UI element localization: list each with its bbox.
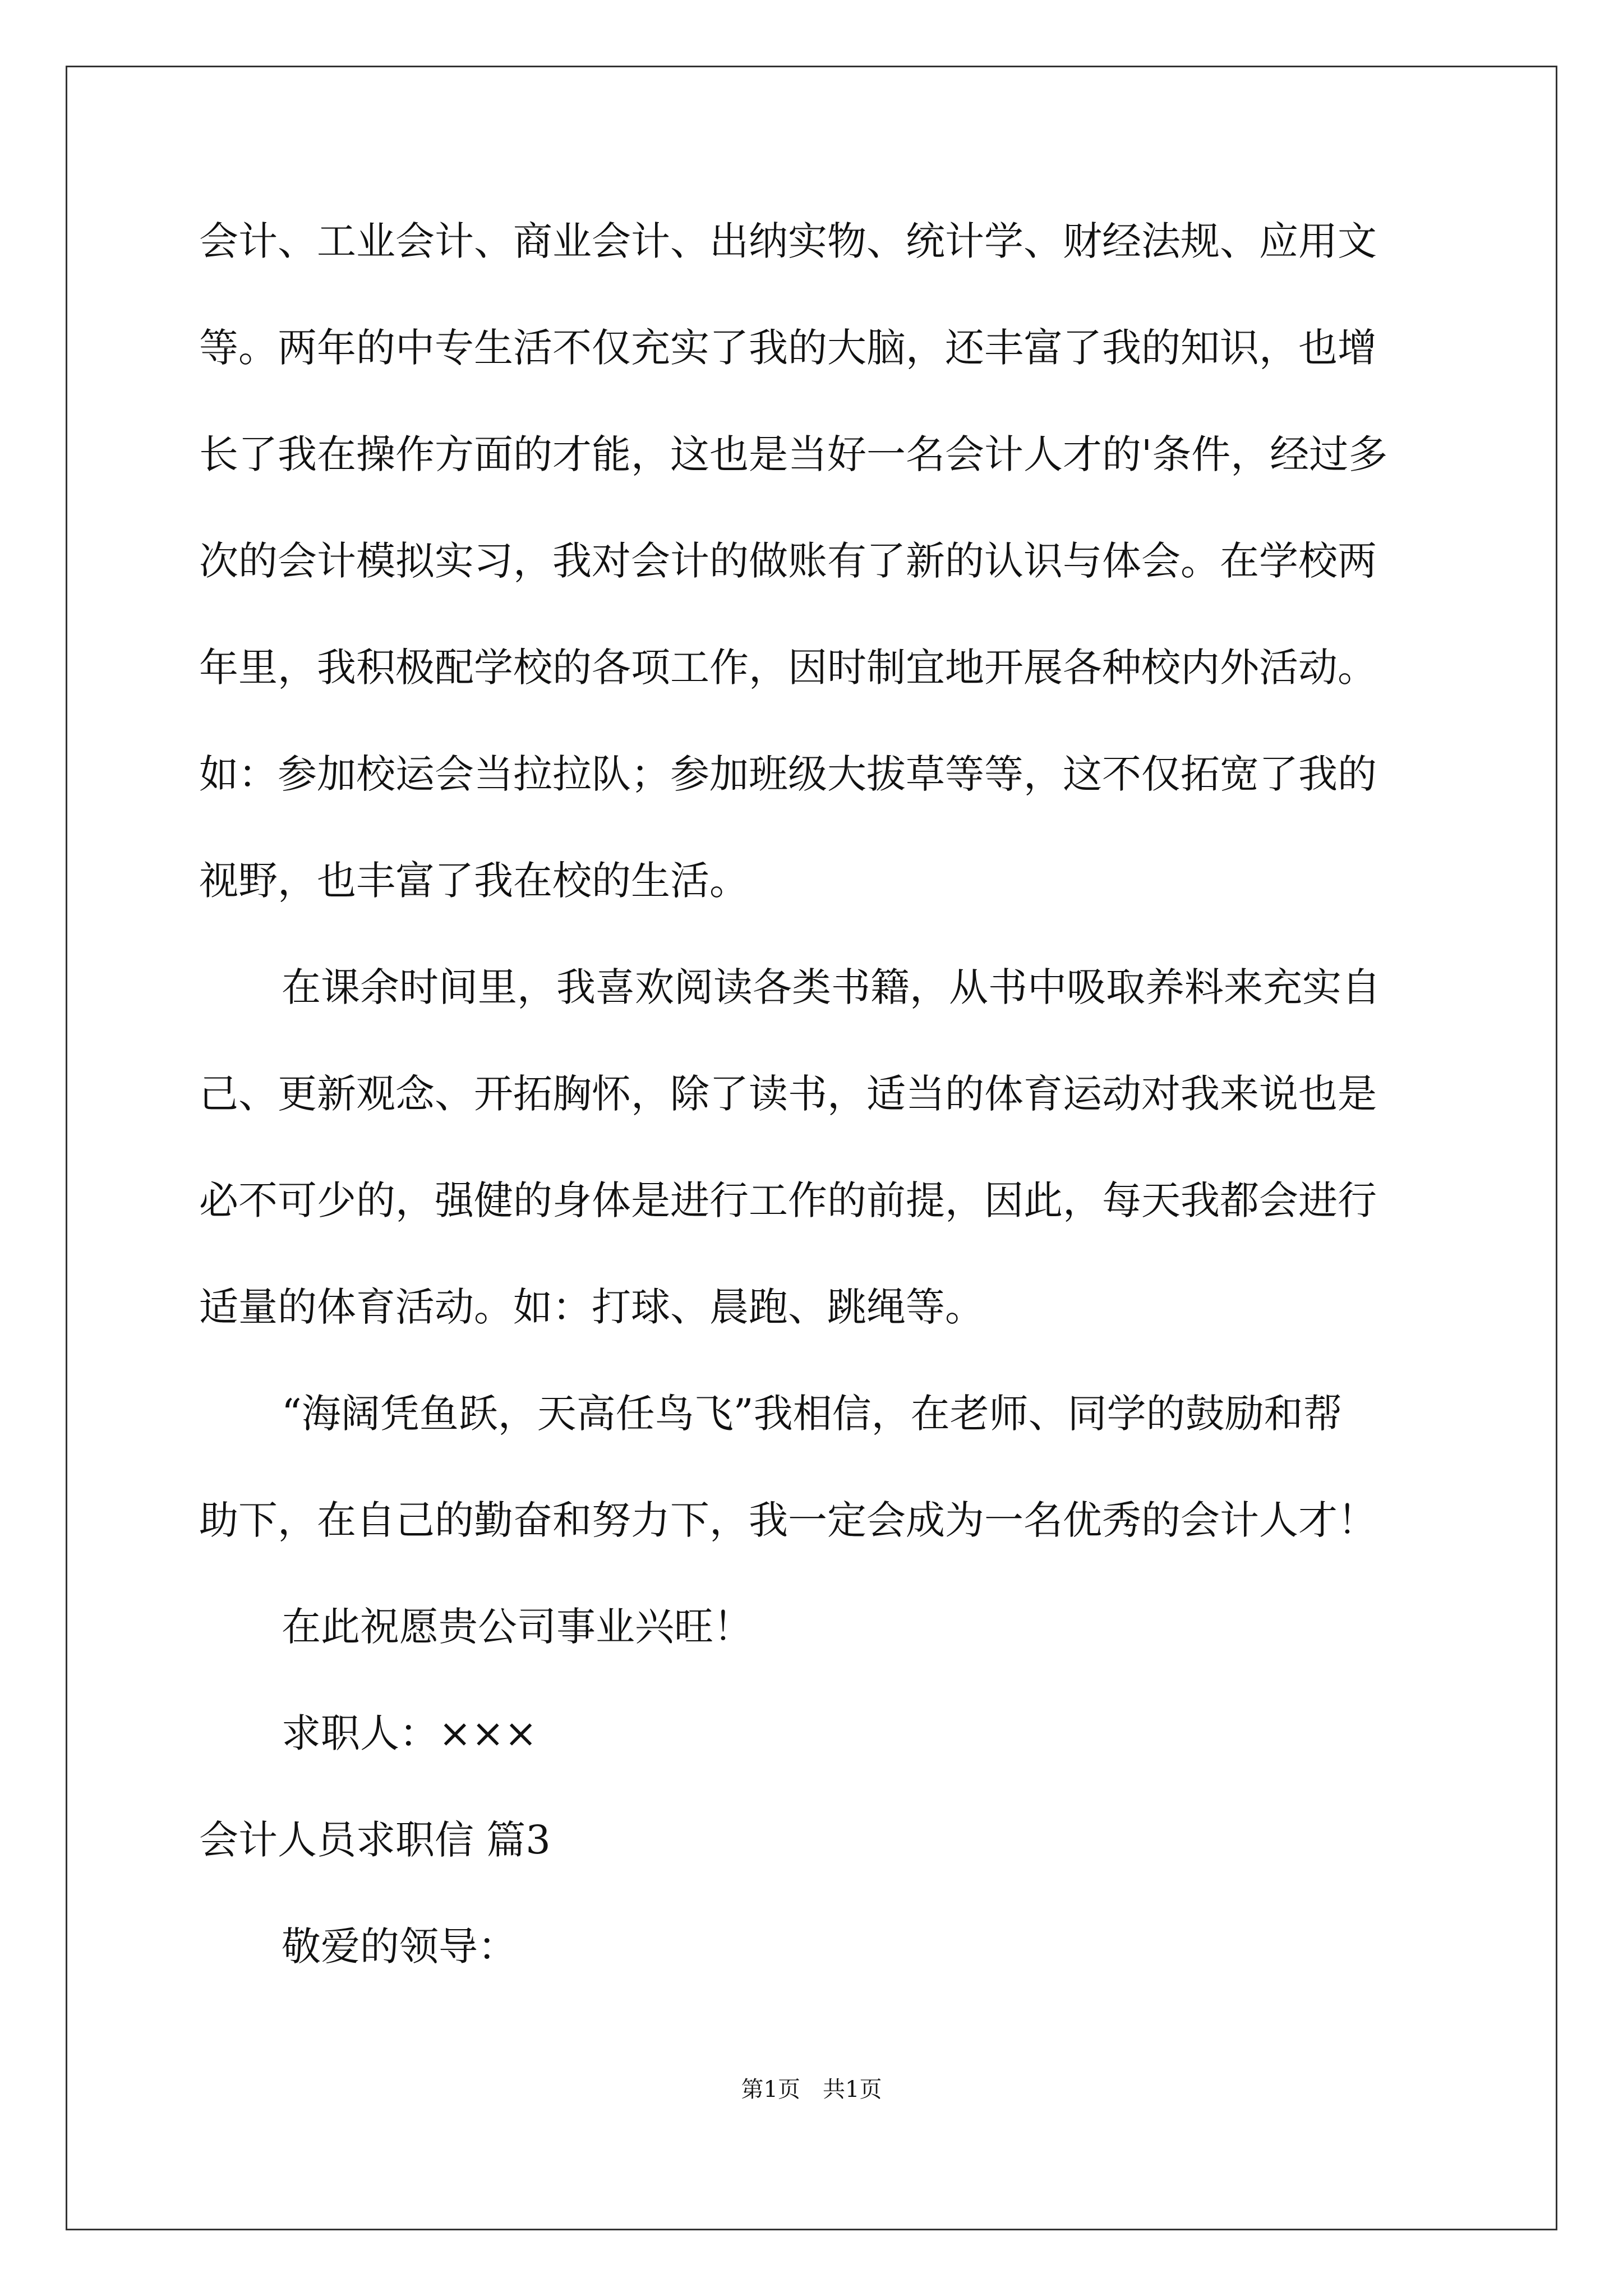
page-border <box>66 66 1557 2230</box>
section-heading: 会计人员求职信 篇3 <box>199 1817 551 1863</box>
text-line: 会计、工业会计、商业会计、出纳实物、统计学、财经法规、应用文 <box>199 218 1377 264</box>
paragraph-start-line: 在课余时间里，我喜欢阅读各类书籍，从书中吸取养料来充实自 <box>282 964 1381 1010</box>
text-line: 如：参加校运会当拉拉队；参加班级大拔草等等，这不仅拓宽了我的 <box>199 751 1377 797</box>
salutation: 敬爱的领导： <box>282 1924 517 1970</box>
text-line: 等。两年的中专生活不仅充实了我的大脑，还丰富了我的知识，也增 <box>199 325 1377 371</box>
page-number-footer: 第1页 共1页 <box>741 2077 882 2102</box>
text-line: 己、更新观念、开拓胸怀，除了读书，适当的体育运动对我来说也是 <box>199 1071 1377 1117</box>
text-line: 视野，也丰富了我在校的生活。 <box>199 858 749 904</box>
paragraph-start-line: “海阔凭鱼跃，天高任鸟飞”我相信，在老师、同学的鼓励和帮 <box>282 1391 1343 1437</box>
text-line: 年里，我积极配学校的各项工作，因时制宜地开展各种校内外活动。 <box>199 645 1377 691</box>
text-line: 次的会计模拟实习，我对会计的做账有了新的认识与体会。在学校两 <box>199 538 1377 584</box>
text-line: 适量的体育活动。如：打球、晨跑、跳绳等。 <box>199 1284 984 1330</box>
closing-wish: 在此祝愿贵公司事业兴旺！ <box>282 1604 753 1650</box>
text-line: 助下，在自己的勤奋和努力下，我一定会成为一名优秀的会计人才！ <box>199 1497 1377 1543</box>
text-line: 必不可少的，强健的身体是进行工作的前提，因此，每天我都会进行 <box>199 1177 1377 1223</box>
signature-line: 求职人：××× <box>282 1710 537 1756</box>
text-line: 长了我在操作方面的才能，这也是当好一名会计人才的'条件，经过多 <box>199 431 1388 477</box>
